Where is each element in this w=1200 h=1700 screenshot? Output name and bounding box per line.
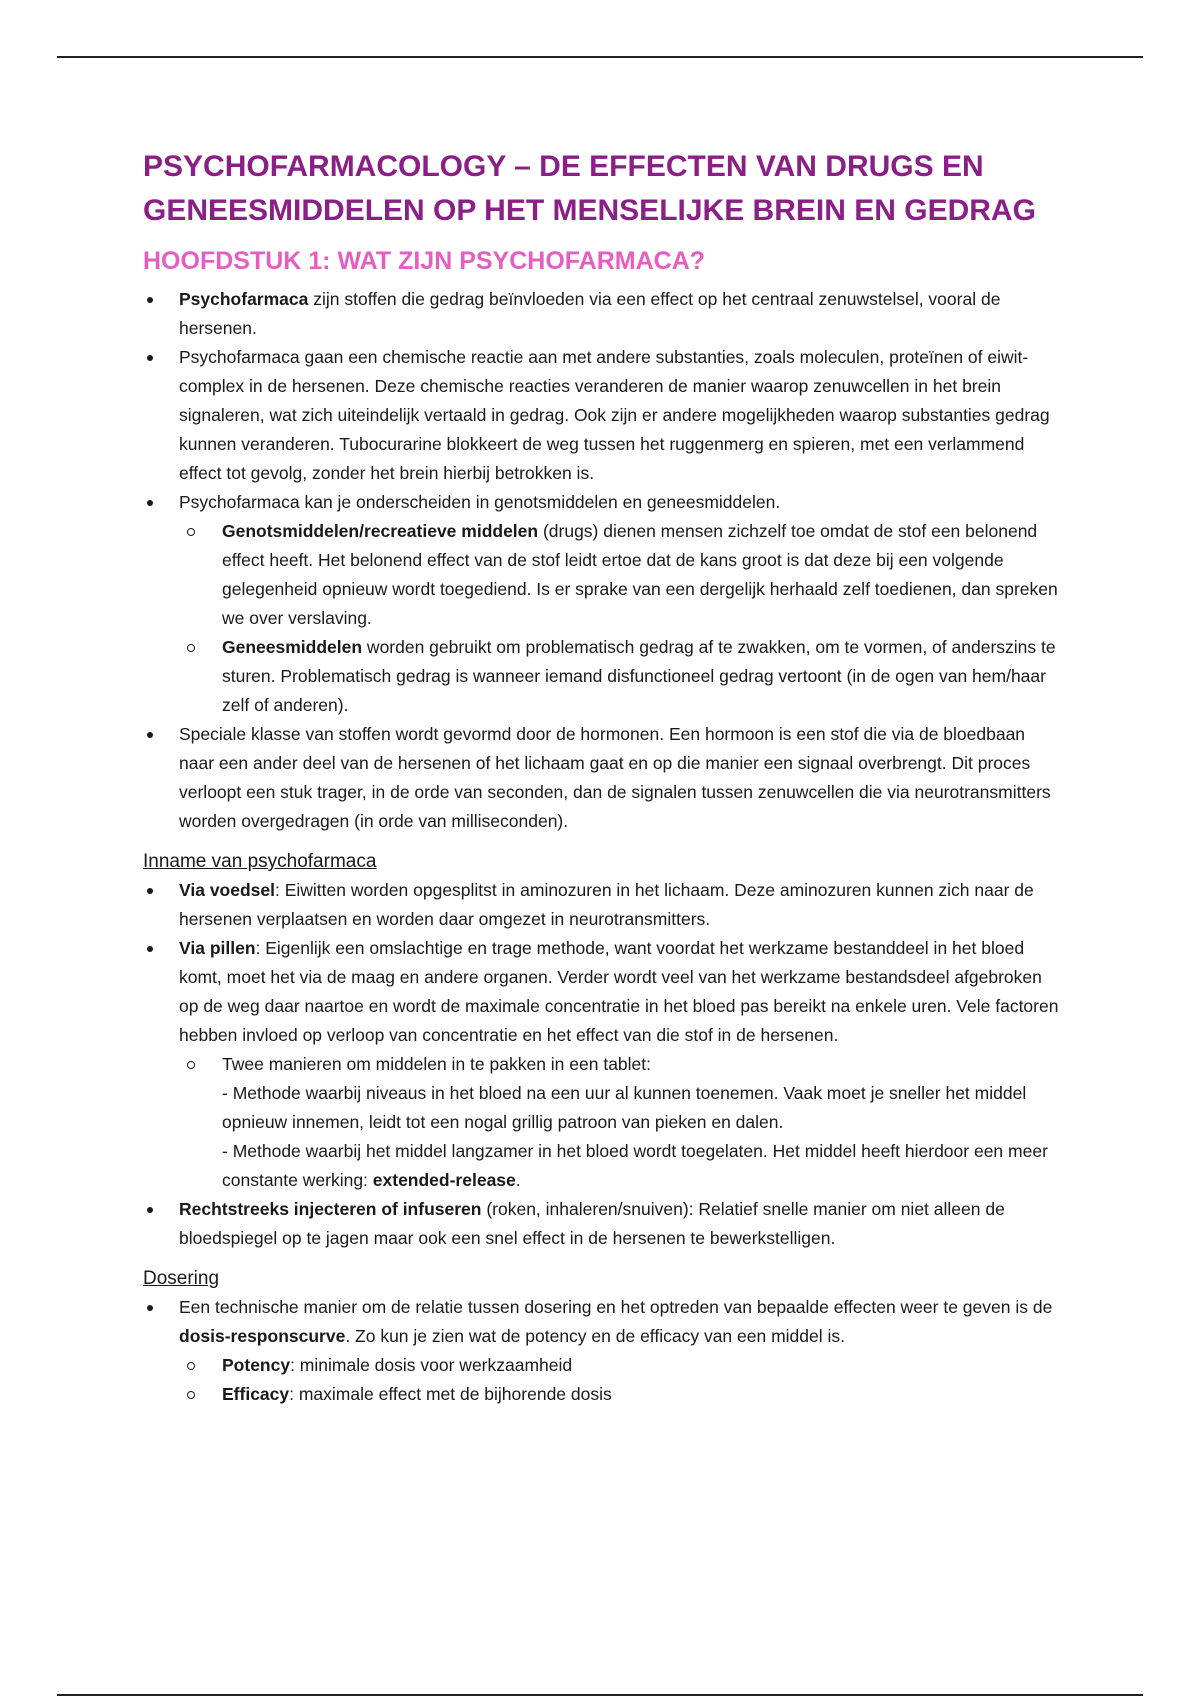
item-text: : maximale effect met de bijhorende dosis bbox=[289, 1384, 612, 1404]
item-text: : Eiwitten worden opgesplitst in aminozuren in het lichaam. Deze aminozuren kunnen zich naar de hersenen verplaatsen en worden daar omgezet in neurotransmitters. bbox=[179, 880, 1034, 929]
item-text: Psychofarmaca gaan een chemische reactie aan met andere substanties, zoals moleculen, proteïnen of eiwit-complex in de hersenen. Deze chemische reacties veranderen de manier waarop zenuwcellen in het brein signaleren, wat zich uiteindelijk vertaald in gedrag. Ook zijn er andere mogelijkheden waarop substanties gedrag kunnen veranderen. Tubocurarine blokkeert de weg tussen het ruggenmerg en spieren, met een verlammend effect tot gevolg, zonder het brein hierbij betrokken is. bbox=[179, 347, 1050, 483]
document-body bbox=[143, 145, 1063, 1409]
inname-list bbox=[143, 876, 1063, 1253]
item-text: worden gebruikt om problematisch gedrag af te zwakken, om te vormen, of anderszins te sturen. Problematisch gedrag is wanneer iemand disfunctioneel gedrag vertoont (in de ogen van hem/haar zelf of anderen). bbox=[222, 637, 1056, 715]
item-text bbox=[222, 1137, 1063, 1195]
item-text: Twee manieren om middelen in te pakken in een tablet: bbox=[222, 1054, 652, 1074]
section-heading-inname: Inname van psychofarmaca bbox=[143, 851, 377, 872]
item-text: Psychofarmaca kan je onderscheiden in genotsmiddelen en geneesmiddelen. bbox=[179, 492, 781, 512]
list-item bbox=[143, 488, 1063, 720]
term: Via voedsel bbox=[179, 880, 275, 900]
item-text: Een technische manier om de relatie tussen dosering en het optreden van bepaalde effecten weer te geven is de bbox=[179, 1297, 1053, 1317]
term: Potency bbox=[222, 1355, 291, 1375]
item-text: . Zo kun je zien wat de potency en de efficacy van een middel is. bbox=[345, 1326, 846, 1346]
term: Efficacy bbox=[222, 1384, 290, 1404]
item-text: - Methode waarbij het middel langzamer in het bloed wordt toegelaten. Het middel heeft hierdoor een meer constante werking: bbox=[222, 1141, 1048, 1190]
list-item bbox=[143, 934, 1063, 1195]
chapter-heading: HOOFDSTUK 1: WAT ZIJN PSYCHOFARMACA? bbox=[143, 247, 706, 275]
list-item bbox=[143, 343, 1063, 488]
dosering-list bbox=[143, 1293, 1063, 1409]
term: dosis-responscurve bbox=[179, 1326, 346, 1346]
item-text: Speciale klasse van stoffen wordt gevormd door de hormonen. Een hormoon is een stof die via de bloedbaan naar een ander deel van de hersenen of het lichaam gaat en op die manier een signaal overbrengt. Dit proces verloopt een stuk trager, in de orde van seconden, dan de signalen tussen zenuwcellen die via neurotransmitters worden overgedragen (in orde van milliseconden). bbox=[179, 724, 1051, 831]
list-item bbox=[143, 720, 1063, 836]
term: Genotsmiddelen/recreatieve middelen bbox=[222, 521, 539, 541]
section-heading-dosering: Dosering bbox=[143, 1268, 220, 1289]
list-item bbox=[143, 1195, 1063, 1253]
term: Psychofarmaca bbox=[179, 289, 309, 309]
sub-list bbox=[179, 517, 1063, 720]
top-rule bbox=[57, 56, 1143, 58]
item-text: (drugs) dienen mensen zichzelf toe omdat de stof een belonend effect heeft. Het belonend effect van de stof leidt ertoe dat de kans groot is dat deze bij een volgende gelegenheid opnieuw wordt toegediend. Is er sprake van een dergelijk herhaald zelf toedienen, dan spreken we over verslaving. bbox=[222, 521, 1058, 628]
bottom-rule bbox=[57, 1694, 1143, 1696]
sub-list-item bbox=[179, 1050, 1063, 1195]
item-text: zijn stoffen die gedrag beïnvloeden via een effect op het centraal zenuwstelsel, vooral de hersenen. bbox=[179, 289, 1001, 338]
sub-list-item bbox=[179, 1380, 1063, 1409]
sub-list-item bbox=[179, 1351, 1063, 1380]
item-text: : minimale dosis voor werkzaamheid bbox=[290, 1355, 573, 1375]
term: Via pillen bbox=[179, 938, 256, 958]
term: extended-release bbox=[372, 1170, 516, 1190]
sub-list bbox=[179, 1351, 1063, 1409]
item-text: : Eigenlijk een omslachtige en trage methode, want voordat het werkzame bestanddeel in het bloed komt, moet het via de maag en andere organen. Verder wordt veel van het werkzame bestandsdeel afgebroken op de weg daar naartoe en wordt de maximale concentratie in het bloed pas bereikt na enkele uren. Vele factoren hebben invloed op verloop van concentratie en het effect van die stof in de hersenen. bbox=[179, 938, 1059, 1045]
list-item bbox=[143, 1293, 1063, 1409]
list-item bbox=[143, 876, 1063, 934]
term: Rechtstreeks injecteren of infuseren bbox=[179, 1199, 482, 1219]
sub-list bbox=[179, 1050, 1063, 1195]
sub-list-item bbox=[179, 633, 1063, 720]
term: Geneesmiddelen bbox=[222, 637, 363, 657]
sub-list-item bbox=[179, 517, 1063, 633]
document-title: PSYCHOFARMACOLOGY – DE EFFECTEN VAN DRUGS EN GENEESMIDDELEN OP HET MENSELIJKE BREIN EN GEDRAG bbox=[143, 150, 1036, 227]
item-text: (roken, inhaleren/snuiven): Relatief snelle manier om niet alleen de bloedspiegel op te jagen maar ook een snel effect in de hersenen te bewerkstelligen. bbox=[179, 1199, 1005, 1248]
intro-list bbox=[143, 285, 1063, 836]
list-item bbox=[143, 285, 1063, 343]
item-text: . bbox=[515, 1170, 521, 1190]
item-text: - Methode waarbij niveaus in het bloed na een uur al kunnen toenemen. Vaak moet je sneller het middel opnieuw innemen, leidt tot een nogal grillig patroon van pieken en dalen. bbox=[222, 1083, 1027, 1132]
